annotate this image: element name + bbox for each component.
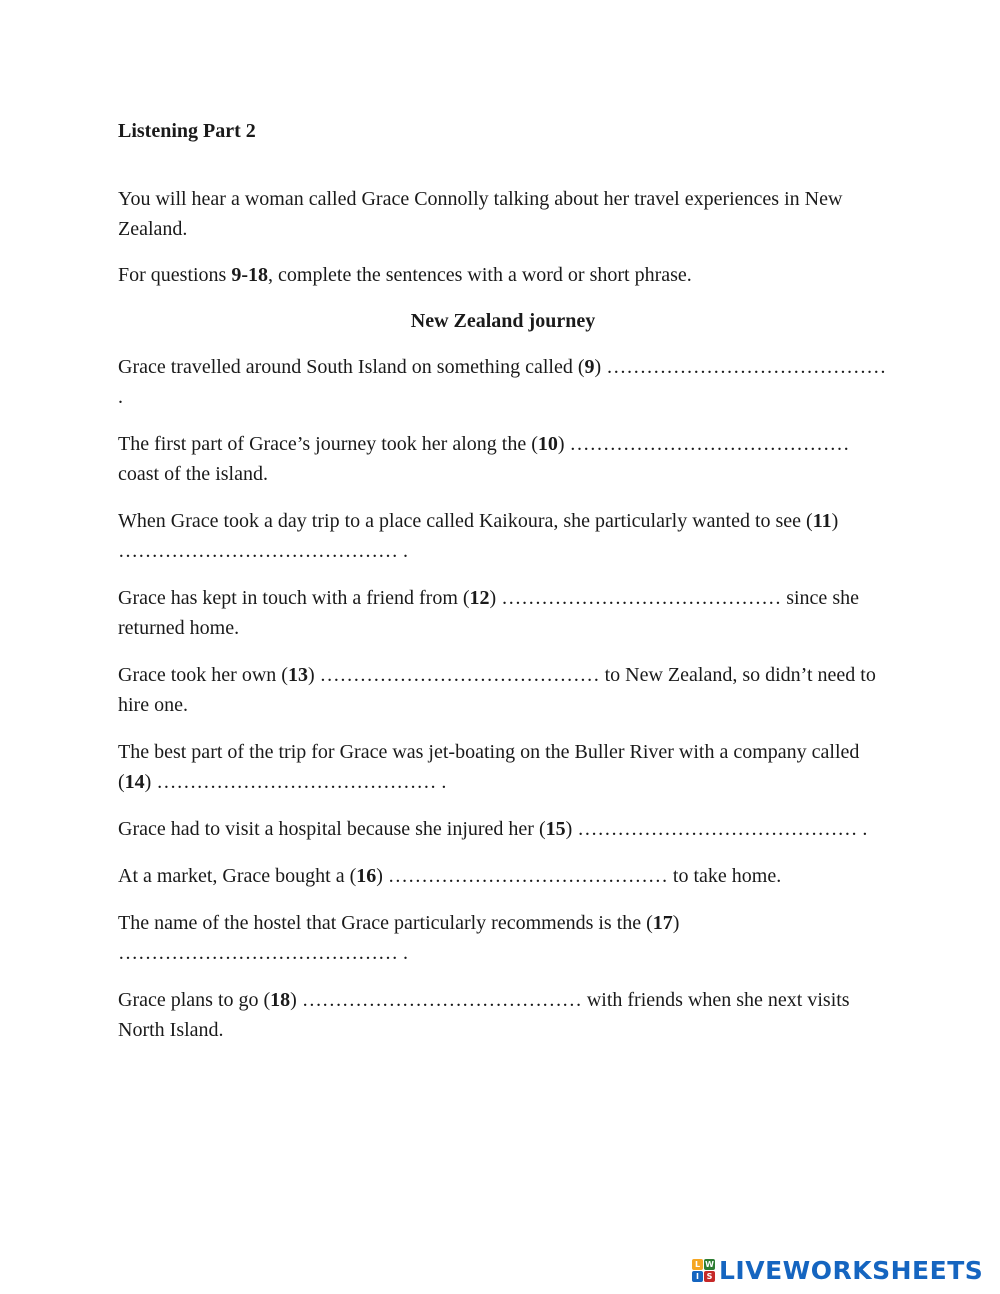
question-16: At a market, Grace bought a (16) …………………………………… to take home.: [118, 865, 782, 887]
instructions-paragraph: For questions 9-18, complete the sentences with a word or short phrase.: [118, 264, 692, 286]
answer-blank[interactable]: ……………………………………: [501, 587, 782, 609]
answer-blank[interactable]: ……………………………………: [577, 818, 858, 840]
question-number: 9: [584, 356, 595, 378]
logo-mark-tile: L: [692, 1259, 703, 1270]
worksheet-page: [118, 116, 888, 1062]
answer-blank[interactable]: ……………………………………: [606, 356, 887, 378]
question-9: Grace travelled around South Island on something called (9) …………………………………… .: [118, 356, 887, 408]
question-14: The best part of the trip for Grace was jet-boating on the Buller River with a company called (14) …………………………………… .: [118, 741, 860, 793]
section-heading: Listening Part 2: [118, 120, 256, 142]
question-number: 11: [812, 510, 832, 532]
intro-paragraph: You will hear a woman called Grace Connolly talking about her travel experiences in New Zealand.: [118, 188, 843, 240]
question-15: Grace had to visit a hospital because she injured her (15) …………………………………… .: [118, 818, 868, 840]
question-number: 17: [652, 912, 673, 934]
logo-mark-tile: I: [692, 1271, 703, 1282]
logo-mark-tile: W: [705, 1259, 714, 1269]
question-number: 15: [545, 818, 566, 840]
question-11: When Grace took a day trip to a place called Kaikoura, she particularly wanted to see (11) …………………………………… .: [118, 510, 839, 562]
question-number: 18: [270, 989, 291, 1011]
liveworksheets-logo: [692, 1253, 983, 1287]
answer-blank[interactable]: ……………………………………: [156, 771, 437, 793]
logo-text: LIVEWORKSHEETS: [719, 1255, 984, 1285]
answer-blank[interactable]: ……………………………………: [319, 664, 600, 686]
logo-mark-tile: S: [704, 1271, 715, 1282]
question-13: Grace took her own (13) …………………………………… to New Zealand, so didn’t need to hire one.: [118, 664, 876, 716]
question-17: The name of the hostel that Grace particularly recommends is the (17) …………………………………… .: [118, 912, 680, 964]
worksheet-title: New Zealand journey: [410, 310, 596, 332]
answer-blank[interactable]: ……………………………………: [569, 433, 850, 455]
question-18: Grace plans to go (18) …………………………………… with friends when she next visits North Island.: [118, 989, 850, 1041]
answer-blank[interactable]: ……………………………………: [387, 865, 668, 887]
question-number: 14: [124, 771, 145, 793]
question-number: 10: [537, 433, 558, 455]
question-12: Grace has kept in touch with a friend from (12) …………………………………… since she returned home.: [118, 587, 859, 639]
answer-blank[interactable]: ……………………………………: [301, 989, 582, 1011]
answer-blank[interactable]: ……………………………………: [118, 540, 398, 562]
question-10: The first part of Grace’s journey took her along the (10) …………………………………… coast of the island.: [118, 433, 850, 485]
question-number: 16: [356, 865, 377, 887]
logo-mark-icon: [692, 1259, 715, 1282]
answer-blank[interactable]: ……………………………………: [118, 942, 398, 964]
question-list: [118, 352, 888, 1045]
question-number: 13: [287, 664, 308, 686]
question-number: 12: [469, 587, 490, 609]
